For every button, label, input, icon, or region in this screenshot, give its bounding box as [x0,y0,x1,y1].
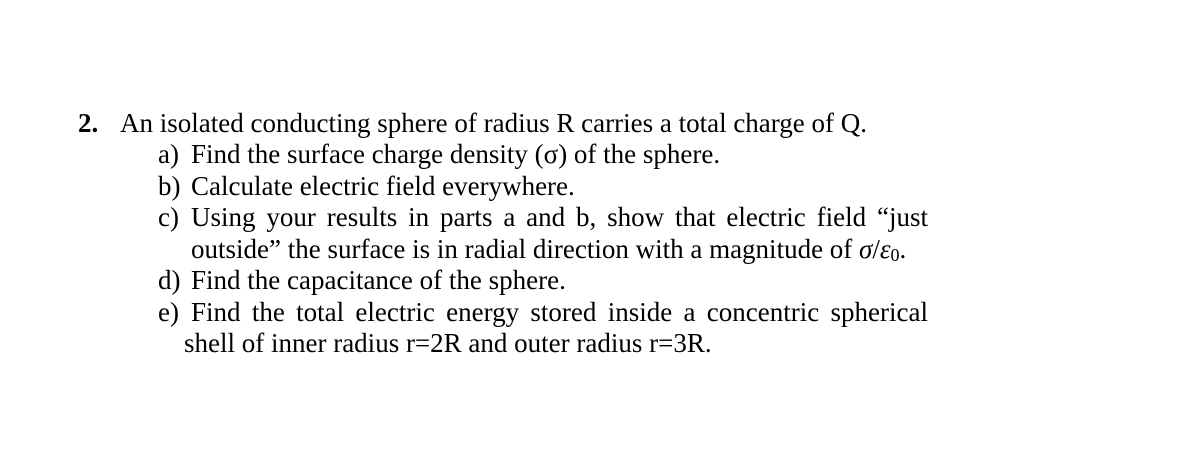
epsilon-subscript: 0 [890,244,900,265]
part-d-text: Find the capacitance of the sphere. [191,265,566,295]
part-e-line-2: shell of inner radius r=2R and outer radius r=3R. [184,328,712,358]
part-b-label: b) [158,170,181,201]
part-a-text: Find the surface charge density (σ) of the sphere. [191,139,721,169]
problem-parts [158,139,928,360]
problem-2 [78,107,978,360]
part-d [158,265,928,297]
part-c [158,202,928,265]
problem-number: 2. [78,108,99,138]
sigma-symbol: σ [859,233,873,264]
epsilon-symbol: ε [879,233,891,264]
part-c-period: . [899,233,907,264]
part-b [158,171,928,203]
part-e-line-1: Find the total electric energy stored inside a concentric spherical [191,296,928,327]
part-e-label: e) [158,296,179,327]
part-c-line-1: Using your results in parts a and b, show that electric field “just [191,202,928,232]
part-a [158,139,928,171]
part-c-label: c) [158,202,179,232]
part-e-text [184,296,928,360]
part-c-text [191,202,928,265]
problem-stem [78,107,978,139]
part-c-line-2 [191,234,928,266]
part-a-label: a) [158,139,179,169]
part-b-text: Calculate electric field everywhere. [191,170,575,201]
part-c-line-2-text: outside” the surface is in radial direction with a magnitude of [191,233,860,264]
slash-symbol: / [872,233,880,264]
problem-stem-text: An isolated conducting sphere of radius R carries a total charge of Q. [120,108,868,138]
part-e [158,297,928,360]
part-d-label: d) [158,265,181,295]
